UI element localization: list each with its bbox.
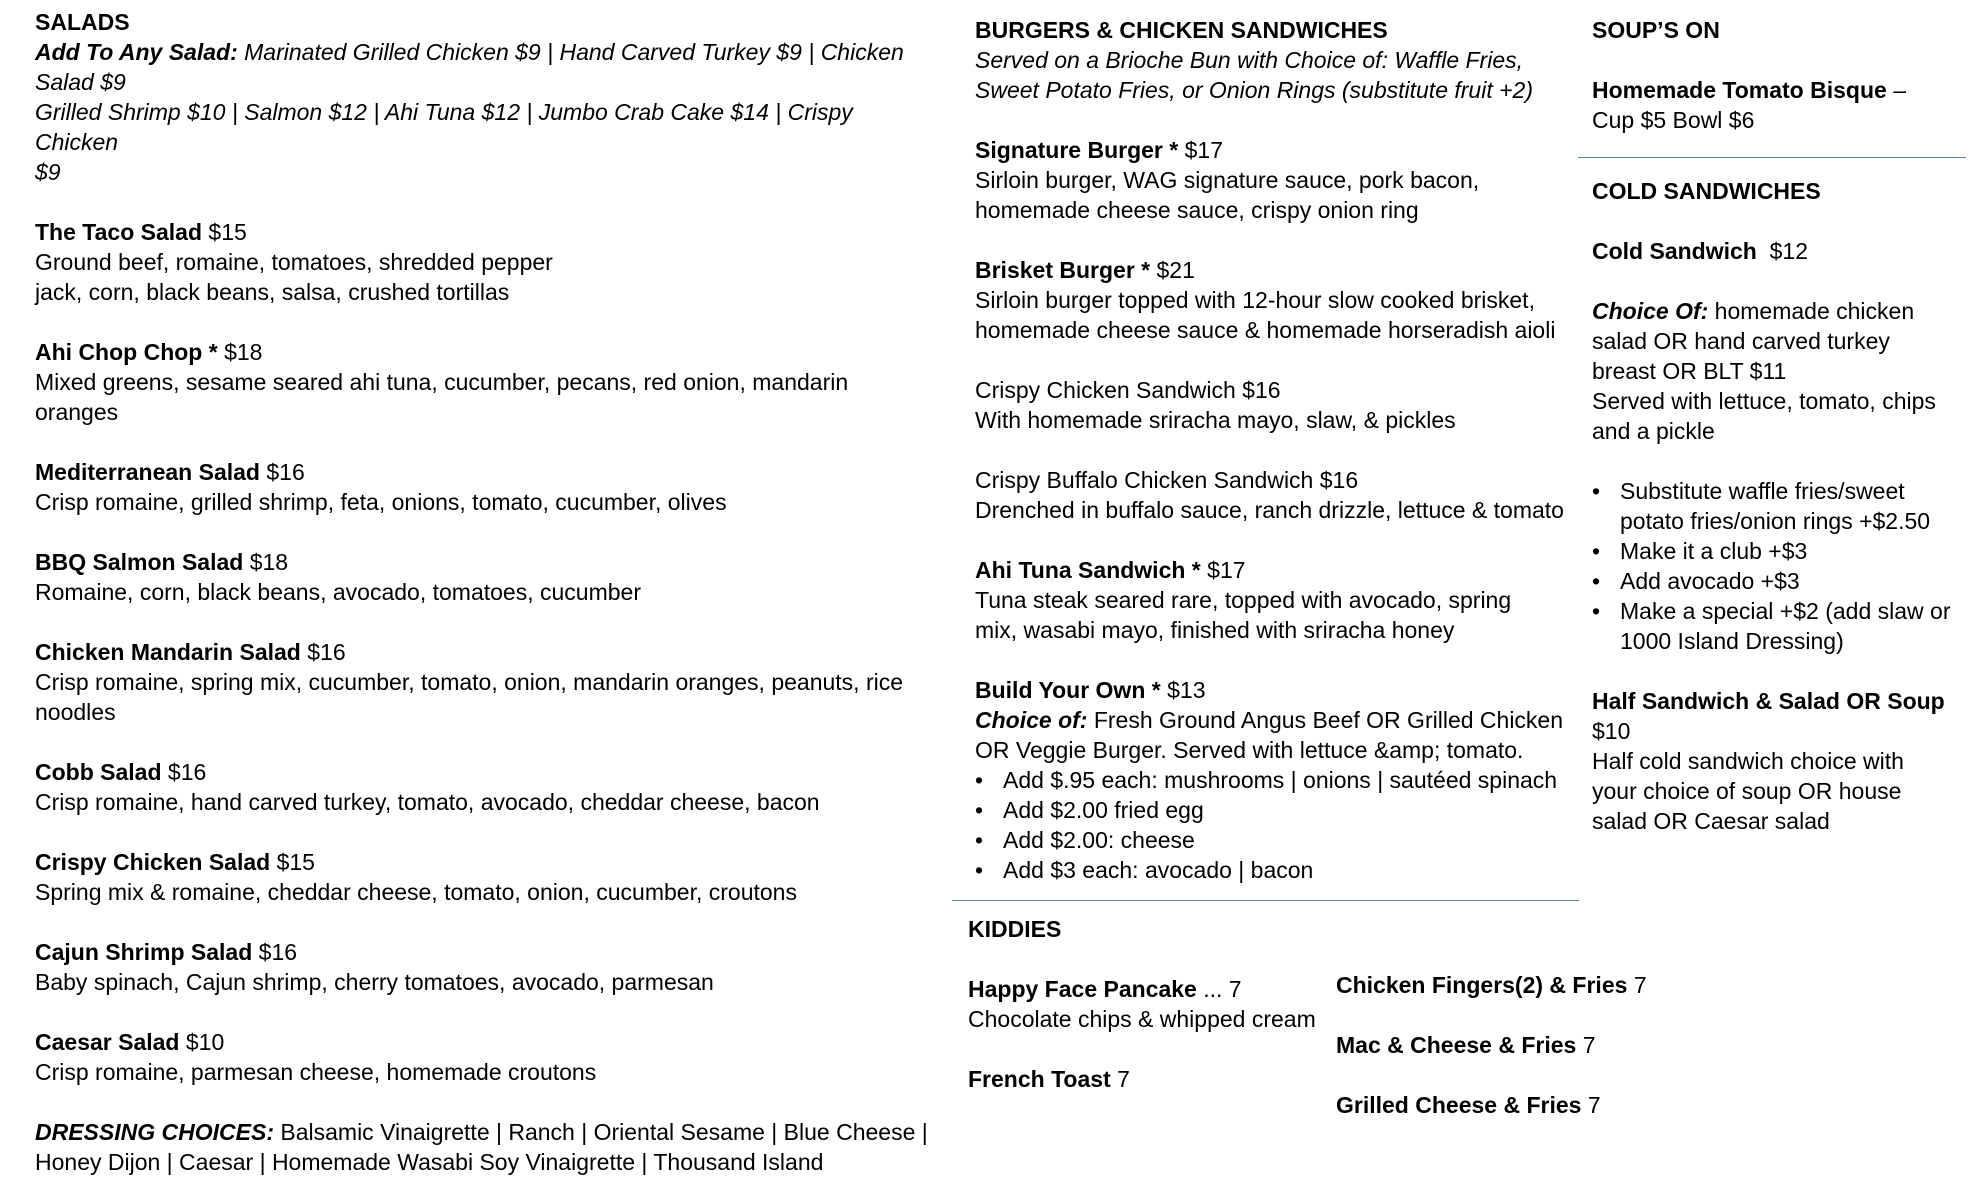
- burgers-column: [975, 15, 1585, 885]
- burger-name: Ahi Tuna Sandwich *: [975, 557, 1201, 583]
- byo-bullet: • Add $2.00: cheese: [975, 825, 1585, 855]
- kiddies-title: KIDDIES: [968, 916, 1062, 942]
- burger-price: $21: [1156, 257, 1195, 283]
- byo-choice-line2: OR Veggie Burger. Served with lettuce &amp; tomato.: [975, 737, 1524, 763]
- salad-name: Cajun Shrimp Salad: [35, 939, 253, 965]
- cold-bullet: • Add avocado +$3: [1592, 566, 1972, 596]
- cold-choice-label: Choice Of:: [1592, 298, 1709, 324]
- salad-price: $15: [276, 849, 315, 875]
- half-sandwich-name: Half Sandwich & Salad OR Soup: [1592, 688, 1945, 714]
- burger-desc: Tuna steak seared rare, topped with avocado, spring: [975, 587, 1512, 613]
- salad-desc: Spring mix & romaine, cheddar cheese, tomato, onion, cucumber, croutons: [35, 879, 797, 905]
- kiddie-name: Chicken Fingers(2) & Fries: [1336, 972, 1628, 998]
- kiddie-item: [1336, 970, 1696, 1000]
- cold-price: $12: [1769, 238, 1808, 264]
- soup-name: Homemade Tomato Bisque: [1592, 77, 1887, 103]
- burger-price: $16: [1242, 377, 1281, 403]
- burger-name: Signature Burger *: [975, 137, 1179, 163]
- salad-name: Crispy Chicken Salad: [35, 849, 271, 875]
- salad-item: [35, 847, 935, 907]
- half-sandwich-desc: Half cold sandwich choice with: [1592, 748, 1904, 774]
- burger-desc: Sirloin burger, WAG signature sauce, pork bacon,: [975, 167, 1480, 193]
- dressing-choices-line1: DRESSING CHOICES: Balsamic Vinaigrette | Ranch | Oriental Sesame | Blue Cheese |: [35, 1119, 928, 1145]
- burger-price: $16: [1319, 467, 1359, 493]
- burger-item: [975, 255, 1585, 345]
- salad-price: $16: [266, 459, 305, 485]
- kiddie-price: ... 7: [1203, 976, 1242, 1002]
- burgers-intro-line1: Served on a Brioche Bun with Choice of: Waffle Fries,: [975, 47, 1524, 73]
- salad-addons-line2: Salad $9: [35, 69, 126, 95]
- kiddie-item: [1336, 1090, 1696, 1120]
- salad-price: $10: [185, 1029, 225, 1055]
- salad-desc: Crisp romaine, hand carved turkey, tomato, avocado, cheddar cheese, bacon: [35, 789, 820, 815]
- salad-item: [35, 637, 935, 727]
- salad-name: Mediterranean Salad: [35, 459, 260, 485]
- salad-name: Chicken Mandarin Salad: [35, 639, 301, 665]
- salad-item: [35, 547, 935, 607]
- build-your-own: [975, 675, 1585, 885]
- dressing-choices-line2: Honey Dijon | Caesar | Homemade Wasabi Soy Vinaigrette | Thousand Island: [35, 1149, 824, 1175]
- kiddies-right: [1336, 970, 1696, 1120]
- salads-column: [35, 7, 935, 1177]
- byo-bullet: • Add $3 each: avocado | bacon: [975, 855, 1585, 885]
- salad-item: [35, 217, 935, 307]
- cold-name: Cold Sandwich: [1592, 238, 1757, 264]
- byo-price: $13: [1167, 677, 1206, 703]
- burger-item: [975, 135, 1585, 225]
- salads-title: SALADS: [35, 9, 130, 35]
- burger-price: $17: [1184, 137, 1223, 163]
- kiddie-item: [968, 974, 1328, 1004]
- cold-bullet: • Substitute waffle fries/sweet potato fries/onion rings +$2.50: [1592, 476, 1972, 536]
- half-sandwich-price: $10: [1592, 718, 1631, 744]
- cold-choice-line1: Choice Of: homemade chicken: [1592, 298, 1915, 324]
- byo-choice-label: Choice of:: [975, 707, 1088, 733]
- salad-desc: Crisp romaine, spring mix, cucumber, tomato, onion, mandarin oranges, peanuts, rice: [35, 669, 904, 695]
- half-sandwich-desc: salad OR Caesar salad: [1592, 808, 1830, 834]
- kiddie-price: 7: [1587, 1092, 1601, 1118]
- kiddie-name: Grilled Cheese & Fries: [1336, 1092, 1582, 1118]
- salad-name: Caesar Salad: [35, 1029, 180, 1055]
- salad-addons-line3: Grilled Shrimp $10 | Salmon $12 | Ahi Tuna $12 | Jumbo Crab Cake $14 | Crispy Chicken: [35, 99, 853, 155]
- burger-item: [975, 555, 1585, 645]
- salad-name: Cobb Salad: [35, 759, 162, 785]
- cold-choice-line: and a pickle: [1592, 418, 1715, 444]
- salad-desc: Romaine, corn, black beans, avocado, tomatoes, cucumber: [35, 579, 641, 605]
- salad-price: $16: [167, 759, 207, 785]
- soup-dash: –: [1893, 77, 1906, 103]
- salad-price: $18: [249, 549, 289, 575]
- burgers-intro-line2: Sweet Potato Fries, or Onion Rings (substitute fruit +2): [975, 77, 1533, 103]
- kiddie-desc: Chocolate chips & whipped cream: [968, 1006, 1316, 1032]
- soup-prices: Cup $5 Bowl $6: [1592, 107, 1755, 133]
- salad-desc: Crisp romaine, parmesan cheese, homemade croutons: [35, 1059, 597, 1085]
- salad-item: [35, 937, 935, 997]
- cold-bullet: • Make a special +$2 (add slaw or 1000 Island Dressing): [1592, 596, 1972, 656]
- salad-price: $16: [307, 639, 346, 665]
- burger-price: $17: [1207, 557, 1246, 583]
- soup-title: SOUP’S ON: [1592, 17, 1720, 43]
- burgers-kiddies-divider: [952, 900, 1579, 901]
- half-sandwich-desc: your choice of soup OR house: [1592, 778, 1902, 804]
- kiddie-price: 7: [1633, 972, 1647, 998]
- kiddie-item: [1336, 1030, 1696, 1060]
- salad-item: [35, 457, 935, 517]
- soup-cold-divider: [1578, 157, 1966, 158]
- salad-desc: noodles: [35, 699, 116, 725]
- cold-choice-line: Served with lettuce, tomato, chips: [1592, 388, 1936, 414]
- salad-item: [35, 757, 935, 817]
- burger-name: Brisket Burger *: [975, 257, 1151, 283]
- burger-desc: homemade cheese sauce, crispy onion ring: [975, 197, 1419, 223]
- kiddie-name: Happy Face Pancake: [968, 976, 1197, 1002]
- cold-title: COLD SANDWICHES: [1592, 178, 1821, 204]
- salad-name: BBQ Salmon Salad: [35, 549, 244, 575]
- burger-name: Crispy Buffalo Chicken Sandwich: [975, 467, 1314, 493]
- burger-desc: With homemade sriracha mayo, slaw, & pickles: [975, 407, 1456, 433]
- kiddie-price: 7: [1117, 1066, 1130, 1092]
- salad-addons-line4: $9: [35, 159, 61, 185]
- dressing-choices-label: DRESSING CHOICES:: [35, 1119, 274, 1145]
- burger-desc: mix, wasabi mayo, finished with sriracha honey: [975, 617, 1455, 643]
- salad-addons-label: Add To Any Salad:: [35, 39, 238, 65]
- salad-desc: Baby spinach, Cajun shrimp, cherry tomatoes, avocado, parmesan: [35, 969, 714, 995]
- salad-price: $16: [258, 939, 298, 965]
- soup-item: [1592, 75, 1962, 105]
- salad-item: [35, 1027, 935, 1087]
- burger-item: [975, 375, 1585, 435]
- salad-desc: Crisp romaine, grilled shrimp, feta, onions, tomato, cucumber, olives: [35, 489, 727, 515]
- soup-section: [1592, 15, 1962, 135]
- salad-price: $18: [224, 339, 263, 365]
- byo-bullet: • Add $2.00 fried egg: [975, 795, 1585, 825]
- kiddie-name: French Toast: [968, 1066, 1111, 1092]
- burger-desc: Drenched in buffalo sauce, ranch drizzle, lettuce & tomato: [975, 497, 1564, 523]
- salad-desc: Ground beef, romaine, tomatoes, shredded pepper: [35, 249, 553, 275]
- cold-choice-line: salad OR hand carved turkey: [1592, 328, 1890, 354]
- kiddie-item: [968, 1064, 1328, 1094]
- kiddie-name: Mac & Cheese & Fries: [1336, 1032, 1577, 1058]
- burger-desc: homemade cheese sauce & homemade horseradish aioli: [975, 317, 1556, 343]
- byo-name: Build Your Own *: [975, 677, 1161, 703]
- cold-choice-line: breast OR BLT $11: [1592, 358, 1787, 384]
- byo-bullet: • Add $.95 each: mushrooms | onions | sautéed spinach: [975, 765, 1585, 795]
- burgers-title: BURGERS & CHICKEN SANDWICHES: [975, 17, 1388, 43]
- cold-item: [1592, 236, 1972, 266]
- salad-desc: jack, corn, black beans, salsa, crushed tortillas: [35, 279, 510, 305]
- salad-addons-line1: Add To Any Salad: Marinated Grilled Chicken $9 | Hand Carved Turkey $9 | Chicken: [35, 39, 904, 65]
- burger-item: [975, 465, 1585, 525]
- salad-name: Ahi Chop Chop *: [35, 339, 218, 365]
- cold-bullet: • Make it a club +$3: [1592, 536, 1972, 566]
- kiddies-left: [968, 914, 1328, 1094]
- byo-choice-line1: Choice of: Fresh Ground Angus Beef OR Grilled Chicken: [975, 707, 1564, 733]
- burger-desc: Sirloin burger topped with 12-hour slow cooked brisket,: [975, 287, 1535, 313]
- burger-name: Crispy Chicken Sandwich: [975, 377, 1236, 403]
- salad-desc: Mixed greens, sesame seared ahi tuna, cucumber, pecans, red onion, mandarin oranges: [35, 369, 849, 425]
- salad-price: $15: [208, 219, 247, 245]
- salad-item: [35, 337, 935, 427]
- cold-sandwiches-section: [1592, 176, 1972, 836]
- kiddie-price: 7: [1582, 1032, 1596, 1058]
- salad-name: The Taco Salad: [35, 219, 203, 245]
